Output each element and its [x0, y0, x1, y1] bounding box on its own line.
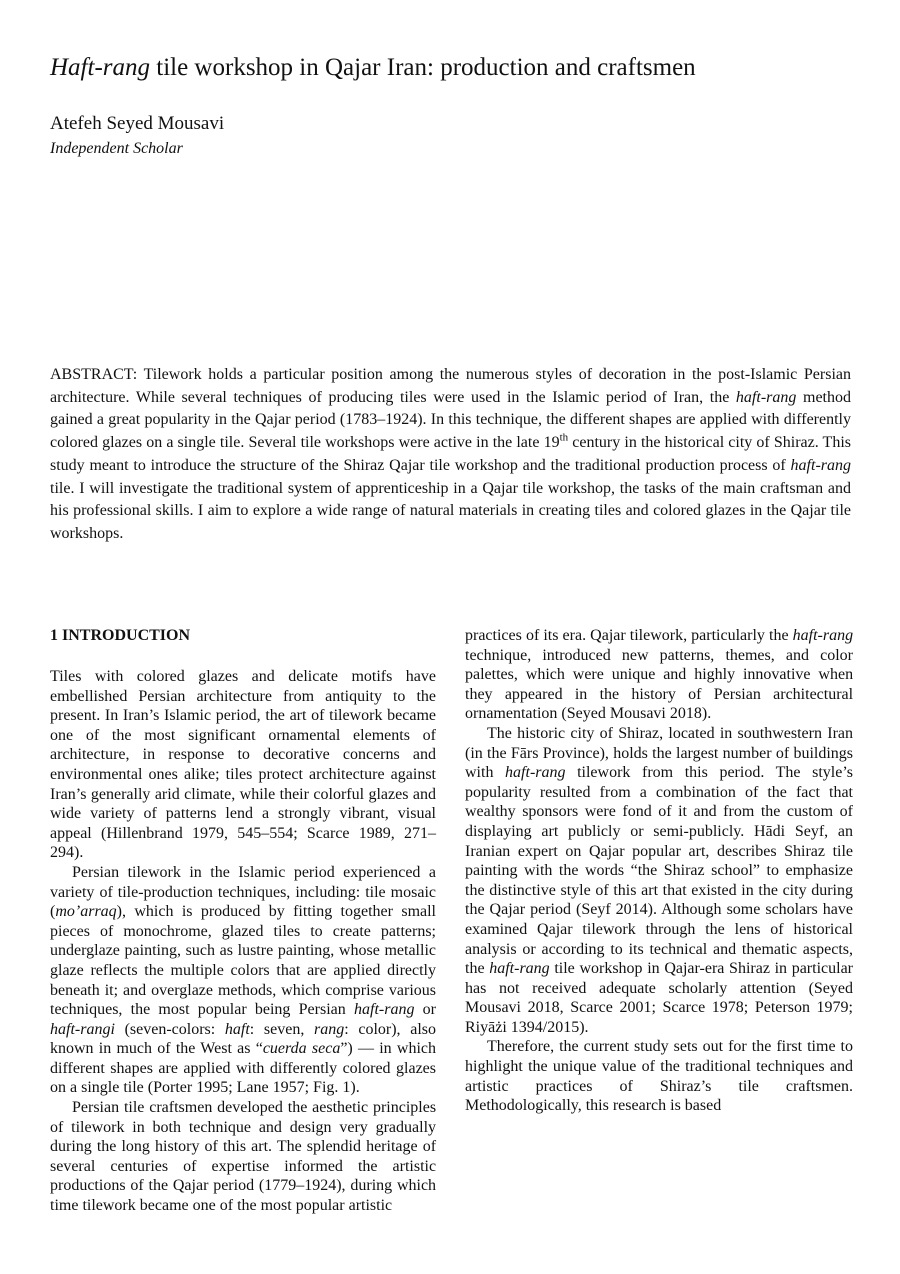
- abstract-text: tile. I will investigate the traditional system of apprenticeship in a Qajar tile workshop, the tasks of the main craftsman and his professional skills. I aim to explore a wide range of natural materials in creating tiles and colored glazes in the Qajar tile workshops.: [50, 479, 851, 542]
- abstract-text: ABSTRACT: Tilework holds a particular position among the numerous styles of decoration in the post-Islamic Persian architecture. While several techniques of producing tiles were used in the Islamic period of Iran, the: [50, 366, 851, 406]
- paragraph-text: [714, 647, 725, 664]
- paragraph-text: which: [396, 1177, 437, 1195]
- paragraph-term: cuerda seca: [262, 1040, 341, 1058]
- paragraph-term: haft-rang: [792, 627, 854, 644]
- paragraph-text: of: [219, 1197, 234, 1215]
- paragraph-term: haft: [224, 1020, 250, 1038]
- paragraph-text: themes,: [725, 646, 775, 664]
- paragraph-text: [655, 666, 663, 683]
- paragraph-text: [531, 647, 542, 664]
- paragraph-text: became: [139, 1197, 189, 1215]
- paragraph-text: [775, 647, 786, 664]
- paragraph-text: [604, 666, 612, 683]
- paragraph-text: [701, 686, 713, 703]
- paragraph-text: : color), also known in much of the West as “: [50, 1020, 437, 1058]
- paragraph-text: innovative: [742, 666, 811, 684]
- paragraph-text: centuries: [110, 1157, 169, 1175]
- paragraph-text: [649, 647, 660, 664]
- paragraph-term: haft-rang: [505, 764, 566, 782]
- abstract-term: haft-rang: [790, 456, 851, 474]
- paragraph-text: expertise: [211, 1157, 270, 1175]
- paragraph-text: its: [543, 627, 559, 644]
- paragraph-text: practices: [465, 627, 522, 644]
- paragraph-text: most: [260, 1197, 292, 1215]
- paragraph-text: of: [688, 685, 702, 703]
- paragraph-term: haft-rangi: [50, 1020, 115, 1038]
- paragraph-text: [196, 1158, 211, 1175]
- paragraph-text: tile workshop in Qajar-era Shiraz in particular has not received adequate scholarly attention (Seyed Mousavi 2018, Scarce 2001; Scarce 1978; Peterson 1979; Riyāżi 1394/2015).: [465, 960, 853, 1036]
- paragraph-text: Mousavi: [609, 705, 666, 723]
- paragraph-text: heritage: [366, 1138, 418, 1156]
- paragraph-text: [611, 647, 622, 664]
- paragraph-text: ”) — in which different shapes are applied with differently colored glazes on a single tile (Porter 1995; Lane 1957; Fig. 1).: [50, 1040, 437, 1097]
- paragraph-text: [378, 1158, 393, 1175]
- paragraph-text: they: [465, 685, 493, 703]
- paragraph-text: and: [258, 1118, 282, 1136]
- paragraph-term: haft-rang: [354, 1001, 415, 1019]
- paragraph-text: of: [204, 1138, 218, 1156]
- abstract-text: method gained a great popularity in the Qajar period (1783–1924). In this technique, the different shapes are applied with differently colored glazes on a single tile. Several tile workshops were active in the late 19: [50, 388, 851, 452]
- paragraph-1: Tiles with colored glazes and delicate motifs have embellished Persian architecture from antiquity to the present. In Iran’s Islamic period, the art of tilework became one of the most significant ornamental elements of architecture, in response to decorative concerns and environmental ones alike; tiles protect architecture against Iran’s generally arid climate, while their colorful glazes and wide variety of patterns lend a strongly vibrant, visual appeal (Hillenbrand 1979, 545–554; Scarce 1989, 271–294).: [50, 668, 436, 862]
- paragraph-text: [181, 1119, 189, 1136]
- paragraph-4: [465, 724, 853, 1038]
- paragraph-text: artistic: [348, 1197, 393, 1215]
- paragraph-text: both: [152, 1118, 181, 1136]
- paragraph-text: [676, 686, 688, 703]
- paragraph-text: palettes,: [465, 666, 518, 684]
- paragraph-text: popular: [295, 1197, 345, 1215]
- paragraph-text: art.: [251, 1138, 273, 1156]
- paragraph-text: productions: [50, 1177, 126, 1195]
- paragraph-text: tilework,: [629, 627, 688, 644]
- paragraph-text: this: [222, 1138, 247, 1156]
- paragraph-text: [686, 666, 694, 683]
- paragraph-text: era.: [562, 627, 587, 644]
- paragraph-3: [50, 1098, 436, 1216]
- title-italic: Haft-rang: [50, 54, 150, 81]
- paragraph-text: [735, 666, 743, 683]
- paragraph-text: very: [339, 1118, 368, 1136]
- paragraph-text: the: [769, 627, 789, 644]
- paragraph-text: new: [621, 646, 649, 664]
- paragraph-text: principles: [372, 1099, 437, 1117]
- paragraph-text: The historic city of Shiraz, located in southwestern Iran (in the Fārs Province), holds the largest number of buildings with: [465, 724, 853, 782]
- paragraph-text: [95, 1158, 110, 1175]
- paragraph-text: unique: [611, 666, 656, 684]
- paragraph-text: [619, 686, 631, 703]
- paragraph-text: Qajar: [590, 627, 626, 644]
- paragraph-text: period: [213, 1177, 255, 1195]
- paragraph-text: history: [155, 1138, 200, 1156]
- paragraph-text: [251, 1119, 259, 1136]
- abstract-term: haft-rang: [735, 388, 797, 406]
- paragraph-text: the: [237, 1197, 257, 1215]
- body-column-right: [465, 626, 853, 1116]
- paragraph-text: the: [148, 1177, 169, 1195]
- paragraph-text: tile: [123, 1099, 145, 1117]
- paragraph-term: haft-rang: [489, 960, 550, 978]
- paragraph-term: mo’arraq: [55, 903, 117, 921]
- paragraph-5: Therefore, the current study sets out for the first time to highlight the unique value of the traditional techniques and artistic practices of Shiraz’s tile craftsmen. Methodologically, this research is based: [465, 1038, 853, 1115]
- paragraph-text: Qajar: [172, 1177, 209, 1195]
- paragraph-text: history: [631, 685, 676, 703]
- paragraph-text: in: [574, 685, 588, 703]
- paragraph-text: in: [132, 1118, 145, 1136]
- paragraph-text: during: [350, 1177, 393, 1195]
- paragraph-text: artistic: [392, 1157, 437, 1175]
- paragraph-text: which: [525, 666, 565, 684]
- paragraph-text: the: [287, 1099, 308, 1117]
- paragraph-text: the: [599, 685, 620, 703]
- paragraph-text: and: [785, 646, 809, 664]
- paragraph-text: : seven,: [249, 1020, 314, 1038]
- paragraph-text: (seven-colors:: [114, 1020, 225, 1038]
- paper-title: [50, 52, 870, 84]
- paragraph-text: ornamentation: [465, 705, 558, 723]
- paragraph-term: rang: [314, 1020, 345, 1038]
- paragraph-text: aesthetic: [312, 1099, 369, 1117]
- paragraph-text: [761, 686, 773, 703]
- paragraph-text: when: [818, 666, 854, 684]
- paragraph-text: or: [414, 1001, 437, 1019]
- section-heading-introduction: 1 INTRODUCTION: [50, 627, 191, 644]
- paragraph-text: [368, 1119, 376, 1136]
- paragraph-text: [168, 1158, 183, 1175]
- paragraph-text: of: [422, 1138, 437, 1156]
- abstract-text: century in the historical city of Shiraz. This study meant to introduce the structure of the Shiraz Qajar tile workshop and the traditional production process of: [50, 434, 851, 474]
- paragraph-text: during: [50, 1138, 92, 1156]
- paragraph-text: [282, 1119, 290, 1136]
- paragraph-text: Persian: [72, 1099, 120, 1117]
- paragraph-text: of: [50, 1118, 64, 1136]
- paragraph-text: of: [525, 627, 540, 644]
- paragraph-text: were: [572, 666, 604, 684]
- paragraph-text: several: [50, 1157, 96, 1175]
- paragraph-text: [809, 647, 820, 664]
- paragraph-text: the: [357, 1157, 378, 1175]
- paragraph-text: patterns,: [659, 646, 715, 664]
- paragraph-text: [563, 686, 575, 703]
- paragraph-text: one: [192, 1197, 216, 1215]
- abstract: [50, 364, 851, 546]
- author-name: Atefeh Seyed Mousavi: [50, 113, 225, 134]
- paragraph-text: 2018).: [669, 705, 712, 723]
- author-affiliation: Independent Scholar: [50, 140, 183, 157]
- paragraph-text: tilework: [82, 1197, 136, 1215]
- paragraph-text: [587, 686, 599, 703]
- paragraph-text: (1779–1924),: [258, 1177, 346, 1195]
- paragraph-text: [269, 1158, 284, 1175]
- paragraph-text: gradually: [375, 1118, 437, 1136]
- paragraph-text: technique,: [465, 646, 532, 664]
- paragraph-text: the: [96, 1138, 117, 1156]
- paragraph-text: of: [130, 1177, 144, 1195]
- paragraph-text: informed: [284, 1157, 343, 1175]
- paragraph-text: [518, 666, 526, 683]
- paragraph-text: craftsmen: [149, 1099, 213, 1117]
- paragraph-text: developed: [217, 1099, 283, 1117]
- paragraph-text: of: [183, 1157, 197, 1175]
- paragraph-text: The: [276, 1138, 302, 1156]
- paragraph-text: technique: [188, 1118, 252, 1136]
- paragraph-text: Persian tilework in the Islamic period experienced a variety of tile-production techniques, including: tile mosaic (: [50, 863, 436, 921]
- paragraph-text: design: [289, 1118, 332, 1136]
- paragraph-2: [50, 863, 436, 1098]
- abstract-superscript: th: [559, 431, 569, 444]
- paragraph-text: long: [121, 1138, 150, 1156]
- paragraph-text: ), which is produced by fitting together small pieces of monochrome, glazed tiles to create patterns; underglaze painting, such as lustre painting, whose metallic glaze reflects the multiple colors that are applied directly beneath it; and overglaze methods, which comprise various techniques, the most popular being Persian: [50, 903, 436, 1019]
- paragraph-text: time: [50, 1197, 79, 1215]
- paragraph-3-continued: [465, 626, 853, 724]
- paragraph-text: [565, 666, 573, 683]
- paragraph-text: [493, 686, 505, 703]
- paragraph-text: Persian: [713, 685, 761, 703]
- paragraph-text: [343, 1158, 358, 1175]
- paragraph-text: tilework: [71, 1118, 125, 1136]
- paragraph-text: appeared: [504, 685, 563, 703]
- title-rest: tile workshop in Qajar Iran: production and craftsmen: [150, 54, 696, 81]
- paragraph-text: [63, 1119, 71, 1136]
- paragraph-text: tilework from this period. The style’s popularity resulted from a combination of the fact that wealthy sponsors were fond of it and from the custom of displaying art publicly or semi-publicly. Hādi Seyf, an Iranian expert on Qajar popular art, describes Shiraz tile painting with the words “the Shiraz school” to emphasize the distinctive style of this art that existed in the city during the Qajar period (Seyf 2014). Although some scholars have examined Qajar tilework through the lens of historical analysis or according to its technical and thematic aspects, the: [465, 764, 853, 978]
- paragraph-text: highly: [694, 666, 736, 684]
- paragraph-text: and: [663, 666, 687, 684]
- body-column-left: [50, 626, 436, 1216]
- paragraph-text: splendid: [306, 1138, 361, 1156]
- paragraph-text: [145, 1119, 153, 1136]
- paragraph-text: architectural: [773, 685, 854, 703]
- paragraph-text: introduced: [542, 646, 611, 664]
- paragraph-text: color: [820, 646, 853, 664]
- paragraph-text: (Seyed: [561, 705, 606, 723]
- paragraph-text: particularly: [691, 627, 765, 644]
